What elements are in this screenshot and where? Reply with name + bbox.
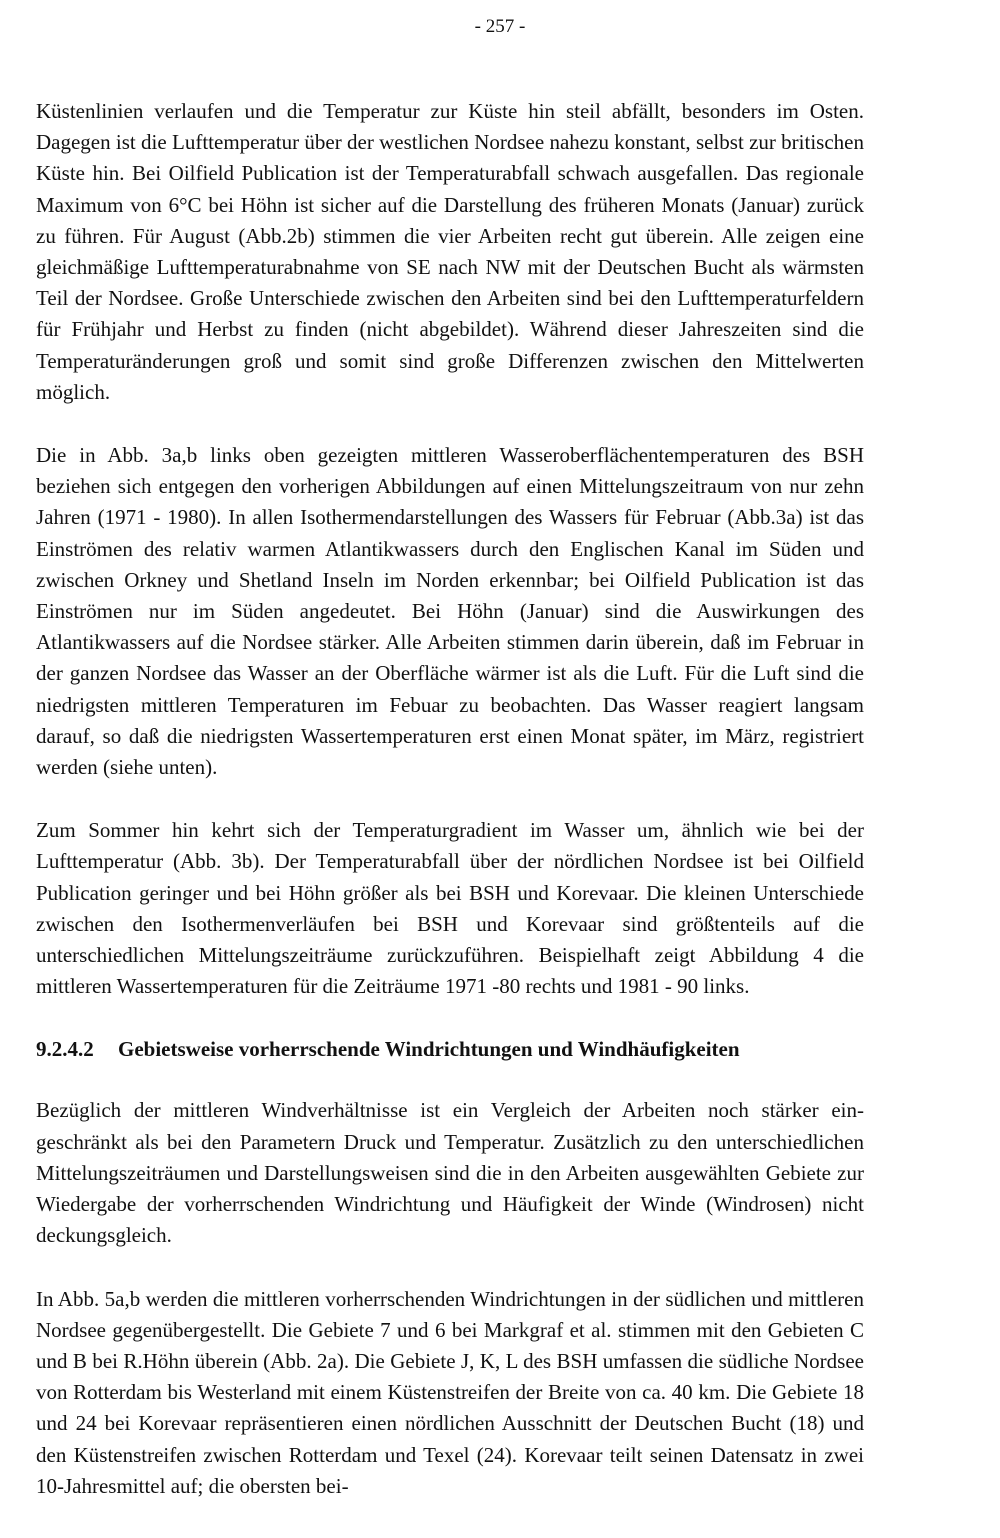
page-number: - 257 - (474, 16, 526, 37)
section-number: 9.2.4.2 (36, 1037, 94, 1062)
document-body (36, 96, 864, 1534)
paragraph-water-temperature-february: Die in Abb. 3a,b links oben gezeigten mittleren Wasseroberflächentemperaturen des BSH beziehen sich entgegen den vorherigen Abbildungen auf einen Mittelungszeitraum von nur zehn Jahren (1971 - 1980). In allen Isothermendarstellungen des Wassers für Februar (Abb.3a) ist das Einströmen des relativ warmen Atlantikwassers durch den Englischen Kanal im Süden und zwischen Orkney und Shetland Inseln im Norden erkennbar; bei Oilfield Publication ist das Einströmen nur im Süden angedeutet. Bei Höhn (Januar) sind die Auswirkungen des Atlantikwassers auf die Nordsee stärker. Alle Arbeiten stimmen darin überein, daß im Februar in der ganzen Nordsee das Wasser an der Oberfläche wärmer ist als die Luft. Für die Luft sind die niedrigsten mittleren Temperaturen im Febuar zu beobachten. Das Wasser reagiert langsam darauf, so daß die niedrigsten Wassertemperaturen erst einen Monat später, im März, registriert werden (siehe unten). (36, 443, 864, 780)
paragraph-air-temperature: Küstenlinien verlaufen und die Temperatur zur Küste hin steil abfällt, besonders im Osten. Dagegen ist die Lufttemperatur über der westlichen Nordsee nahezu konstant, selbst zur britischen Küste hin. Bei Oilfield Publication ist der Temperaturabfall schwach ausgefallen. Das regionale Maximum von 6°C bei Höhn ist sicher auf die Darstellung des früheren Monats (Januar) zurück zu führen. Für August (Abb.2b) stimmen die vier Arbeiten recht gut überein. Alle zeigen eine gleichmäßige Lufttemperaturabnahme von SE nach NW mit der Deutschen Bucht als wärmsten Teil der Nordsee. Große Unterschiede zwischen den Arbeiten sind bei den Lufttemperaturfeldern für Frühjahr und Herbst zu finden (nicht abgebildet). Während dieser Jahreszeiten sind die Temperaturänderungen groß und somit sind große Differenzen zwischen den Mittelwerten möglich. (36, 99, 864, 404)
paragraph-wind-directions: In Abb. 5a,b werden die mittleren vorherrschenden Windrichtungen in der südlichen und mittleren Nordsee gegenübergestellt. Die Gebiete 7 und 6 bei Markgraf et al. stimmen mit den Gebieten C und B bei R.Höhn überein (Abb. 2a). Die Gebiete J, K, L des BSH umfassen die südliche Nordsee von Rotterdam bis Westerland mit einem Küstenstreifen der Breite von ca. 40 km. Die Gebiete 18 und 24 bei Korevaar repräsentieren einen nördlichen Ausschnitt der Deutschen Bucht (18) und den Küstenstreifen zwischen Rotterdam und Texel (24). Korevaar teilt seinen Datensatz in zwei 10-Jahresmittel auf; die obersten bei- (36, 1286, 864, 1498)
paragraph-water-temperature-summer: Zum Sommer hin kehrt sich der Temperaturgradient im Wasser um, ähnlich wie bei der Lufttemperatur (Abb. 3b). Der Temperaturabfall über der nördlichen Nordsee ist bei Oilfield Publication geringer und bei Höhn größer als bei BSH und Korevaar. Die kleinen Unterschiede zwischen den Isothermenverläufen bei BSH und Korevaar sind größtenteils auf die unterschiedlichen Mittelungszeiträume zurückzuführen. Beispielhaft zeigt Abbildung 4 die mittleren Wassertemperaturen für die Zeiträume 1971 -80 rechts und 1981 - 90 links. (36, 818, 864, 999)
section-title: Gebietsweise vorherrschende Windrichtungen und Windhäufigkeiten (118, 1037, 740, 1062)
section-heading (36, 1034, 864, 1065)
paragraph-wind-comparison: Bezüglich der mittleren Windverhältnisse ist ein Vergleich der Arbeiten noch stärker eingeschränkt als bei den Parametern Druck und Temperatur. Zusätzlich zu den unterschiedlichen Mittelungszeiträumen und Darstellungsweisen sind die in den Arbeiten ausgewählten Gebiete zur Wiedergabe der vorherrschenden Windrichtung und Häufigkeit der Winde (Windrosen) nicht deckungsgleich. (36, 1098, 864, 1248)
